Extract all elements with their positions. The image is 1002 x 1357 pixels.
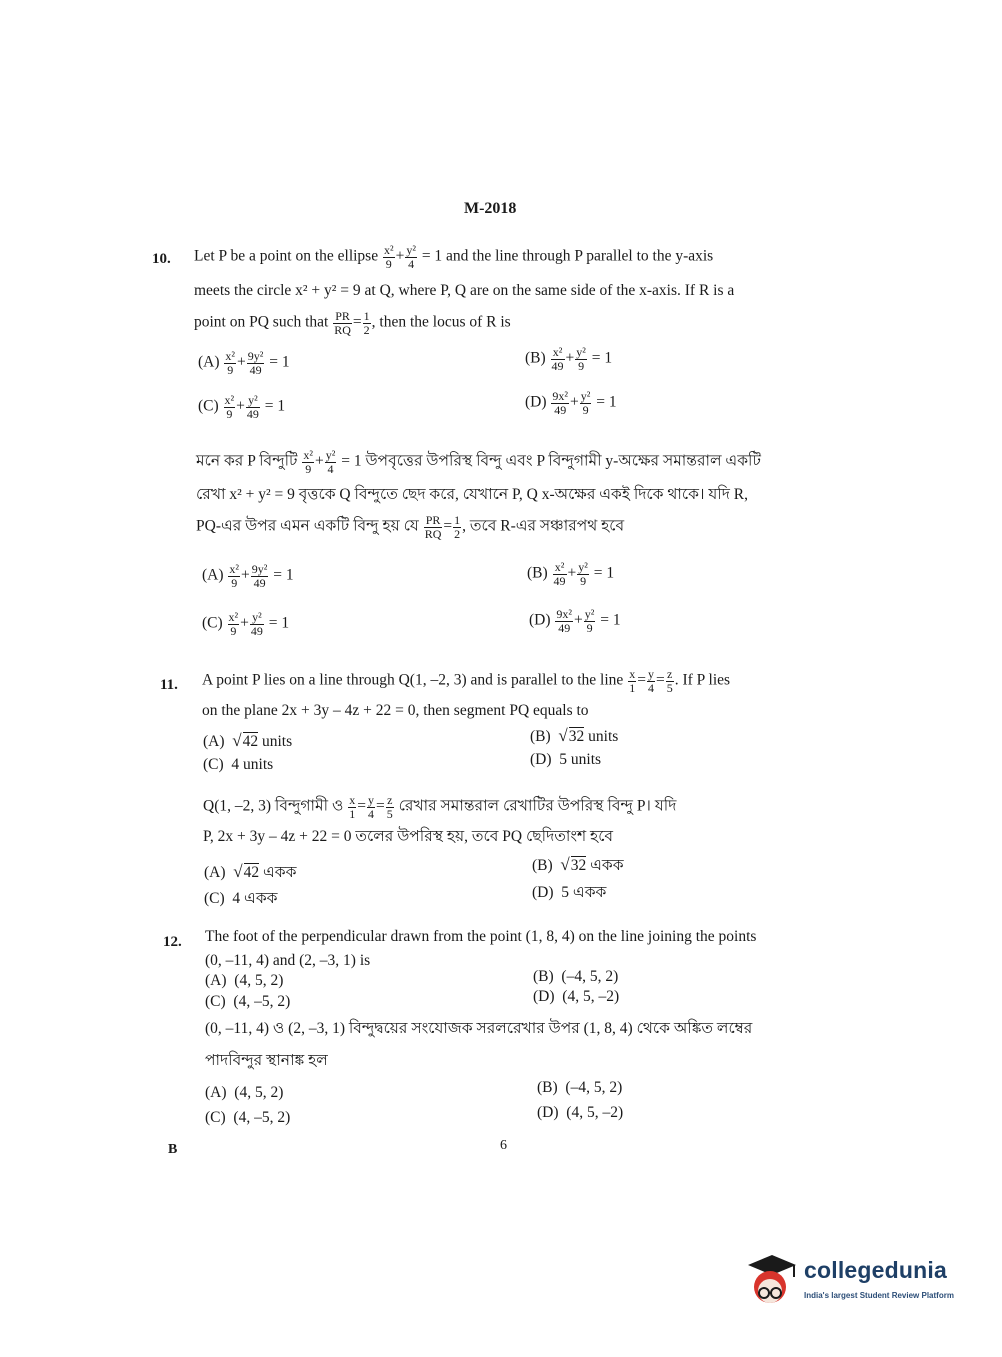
q12-en-option-b: (B) (–4, 5, 2) xyxy=(533,968,619,985)
fraction: $\frac{PR}{RQ}$ xyxy=(334,309,351,337)
q10-en-line1-text-a: Let P be a point on the ellipse xyxy=(194,247,379,265)
q10-en-option-b: (B) $\frac{\text{x²}}{49}$ + $\frac{\text{y²}}{9}$ = 1 xyxy=(525,345,613,373)
q12-en-line2: (0, –11, 4) and (2, –3, 1) is xyxy=(205,952,371,969)
q11-bn-option-c: (C) 4 একক xyxy=(204,890,278,907)
q10-en-line1: Let P be a point on the ellipse $\frac{\text{x²}}{9}$ + $\frac{\text{y²}}{4}$ = 1 and the line through P parallel to the y-axis xyxy=(194,243,714,271)
q11-en-option-b: (B) √32 units xyxy=(530,726,619,745)
page-number: 6 xyxy=(500,1138,507,1153)
question-11-number: 11. xyxy=(160,677,178,693)
q11-en-option-a: (A) √42 units xyxy=(203,731,293,750)
logo-name: collegedunia xyxy=(804,1257,947,1283)
q11-en-line1: A point P lies on a line through Q(1, –2, 3) and is parallel to the line $\frac{x}{1}$ = $\frac{y}{4}$ = $\frac{z}{5}$ . If P lies xyxy=(202,667,731,695)
q10-bn-line3: PQ-এর উপর এমন একটি বিন্দু হয় যে $\frac{PR}{RQ}$ = $\frac{1}{2}$ , তবে R-এর সঞ্চারপথ হবে xyxy=(196,513,625,541)
q12-en-option-c: (C) (4, –5, 2) xyxy=(205,993,291,1010)
set-code: B xyxy=(168,1142,178,1157)
q11-en-option-d: (D) 5 units xyxy=(530,751,602,768)
fraction: $\frac{\text{x²}}{9}$ xyxy=(383,243,394,271)
collegedunia-logo[interactable] xyxy=(742,1247,970,1313)
fraction: $\frac{\text{y²}}{4}$ xyxy=(406,243,416,271)
q12-bn-option-a: (A) (4, 5, 2) xyxy=(205,1084,284,1101)
q12-en-option-d: (D) (4, 5, –2) xyxy=(533,988,620,1005)
q11-bn-line2: P, 2x + 3y – 4z + 22 = 0 তলের উপরিস্থ হয়, তবে PQ ছেদিতাংশ হবে xyxy=(203,828,614,845)
q12-bn-option-c: (C) (4, –5, 2) xyxy=(205,1109,291,1126)
q11-bn-line1: Q(1, –2, 3) বিন্দুগামী ও $\frac{x}{1}$ = $\frac{y}{4}$ = $\frac{z}{5}$ রেখার সমান্তরাল রেখাটির উপরিস্থ বিন্দু P। যদি xyxy=(203,793,677,821)
q10-en-line2: meets the circle x² + y² = 9 at Q, where P, Q are on the same side of the x-axis. If R is a xyxy=(194,282,735,299)
q10-en-line1-text-b: = 1 and the line through P parallel to the y-axis xyxy=(421,247,714,265)
q12-bn-line1: (0, –11, 4) ও (2, –3, 1) বিন্দুদ্বয়ের সংযোজক সরলরেখার উপর (1, 8, 4) থেকে অঙ্কিত লম্বের xyxy=(205,1020,753,1037)
q11-en-line2: on the plane 2x + 3y – 4z + 22 = 0, then segment PQ equals to xyxy=(202,702,589,719)
q12-bn-line2: পাদবিন্দুর স্থানাঙ্ক হল xyxy=(205,1052,328,1069)
q10-bn-line2: রেখা x² + y² = 9 বৃত্তকে Q বিন্দুতে ছেদ করে, যেখানে P, Q x-অক্ষের একই দিকে থাকে। যদি R, xyxy=(196,486,748,503)
question-10-number: 10. xyxy=(152,251,171,267)
question-12-number: 12. xyxy=(163,934,182,950)
q12-en-line1: The foot of the perpendicular drawn from the point (1, 8, 4) on the line joining the points xyxy=(205,928,757,945)
q10-bn-option-d: (D) $\frac{\text{9x²}}{49}$ + $\frac{\text{y²}}{9}$ = 1 xyxy=(529,607,621,635)
mascot-icon xyxy=(742,1247,802,1313)
q12-bn-option-d: (D) (4, 5, –2) xyxy=(537,1104,624,1121)
q12-bn-option-b: (B) (–4, 5, 2) xyxy=(537,1079,623,1096)
fraction: $\frac{1}{2}$ xyxy=(363,309,370,337)
q11-en-option-c: (C) 4 units xyxy=(203,756,274,773)
q10-bn-line1: মনে কর P বিন্দুটি $\frac{\text{x²}}{9}$ + $\frac{\text{y²}}{4}$ = 1 উপবৃত্তের উপরিস্থ বিন্দু এবং P বিন্দুগামী y-অক্ষের সমান্তরাল একটি xyxy=(196,448,761,476)
logo-tagline: India's largest Student Review Platform xyxy=(804,1291,954,1300)
q10-en-option-a: (A) $\frac{\text{x²}}{9}$ + $\frac{\text{9y²}}{49}$ = 1 xyxy=(198,349,290,377)
paper-code: M-2018 xyxy=(464,200,517,217)
q10-en-option-c: (C) $\frac{\text{x²}}{9}$ + $\frac{\text{y²}}{49}$ = 1 xyxy=(198,393,286,421)
q10-bn-option-a: (A) $\frac{\text{x²}}{9}$ + $\frac{\text{9y²}}{49}$ = 1 xyxy=(202,562,294,590)
q12-en-option-a: (A) (4, 5, 2) xyxy=(205,972,284,989)
q11-bn-option-b: (B) √32 একক xyxy=(532,855,624,874)
q11-bn-option-a: (A) √42 একক xyxy=(204,862,297,881)
q11-bn-option-d: (D) 5 একক xyxy=(532,884,607,901)
q10-bn-option-c: (C) $\frac{\text{x²}}{9}$ + $\frac{\text{y²}}{49}$ = 1 xyxy=(202,610,290,638)
q10-bn-option-b: (B) $\frac{\text{x²}}{49}$ + $\frac{\text{y²}}{9}$ = 1 xyxy=(527,560,615,588)
q10-en-option-d: (D) $\frac{\text{9x²}}{49}$ + $\frac{\text{y²}}{9}$ = 1 xyxy=(525,389,617,417)
q10-en-line3: point on PQ such that $\frac{PR}{RQ}$ = $\frac{1}{2}$ , then the locus of R is xyxy=(194,309,511,337)
